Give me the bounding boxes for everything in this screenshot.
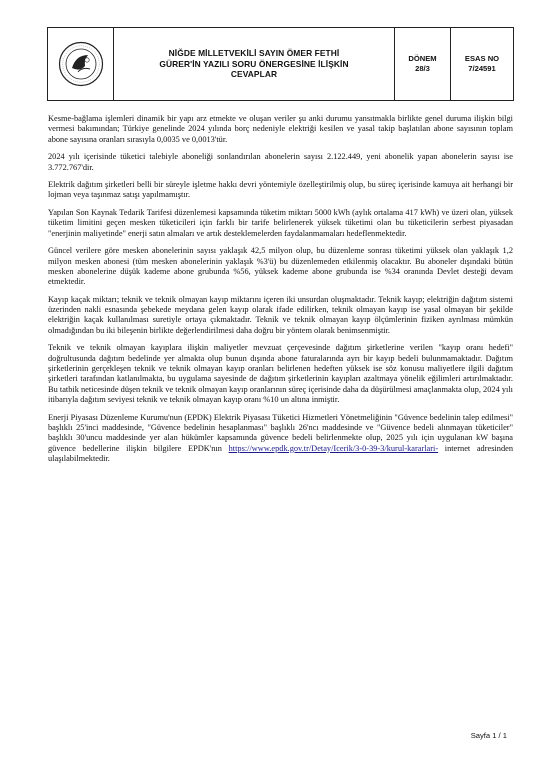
logo-cell	[48, 28, 114, 100]
paragraph-with-link	[48, 413, 513, 465]
document-header	[47, 27, 514, 101]
ministry-emblem-logo	[58, 41, 104, 87]
paragraph: Kayıp kaçak miktarı; teknik ve teknik olmayan kayıp miktarını içeren iki unsurdan oluşmaktadır. Teknik kayıp; elektriğin dağıtım sistemi üzerinden nakli esnasında şebekede meydana gelen kayıp olarak ifade edilirken, teknik olmayan kayıp ise yasal olmayan bir şekilde elektriğin kaçak kullanılması suretiyle ortaya çıkmaktadır. Teknik ve teknik olmayan kayıp ölçümlerinin fiziken ayrılması mümkün olmadığından bu iki bileşenin birlikte değerlendirilmesi daha doğru bir yöntem olarak benimsenmiştir.	[48, 294, 513, 335]
document-title	[159, 48, 348, 80]
paragraph: 2024 yılı içerisinde tüketici talebiyle aboneliği sonlandırılan abonelerin sayısı 2.122.449, yeni abonelik yapan abonelerin sayısı ise 3.772.767'dir.	[48, 152, 513, 172]
title-line: GÜRER'İN YAZILI SORU ÖNERGESİNE İLİŞKİN	[159, 58, 349, 69]
esas-label: ESAS NO	[464, 54, 500, 63]
donem-value: 28/3	[415, 64, 430, 73]
donem-cell	[395, 28, 451, 100]
esas-cell	[451, 28, 513, 100]
paragraph-text: Enerji Piyasası Düzenleme Kurumu'nun (EPDK) Elektrik Piyasası Tüketici Hizmetleri Yönetmeliğinin "Güvence bedelinin talep edilmesi" başlıklı 25'inci maddesinde, "Güvence bedelinin hesaplanması" başlıklı 26'ncı maddesinde ve "Güvence bedeli alınmayan tüketiciler" başlıklı 30'uncu maddesinde yer alan hükümler kapsamında güvence bedeli belirlenmekte olup, 2025 yılı için uygulanan kW başına güvence bedellerine ilişkin bilgilere EPDK'nın	[48, 412, 513, 453]
document-body	[48, 114, 513, 471]
donem-label: DÖNEM	[408, 54, 437, 63]
title-cell	[114, 28, 395, 100]
title-line: CEVAPLAR	[230, 69, 278, 80]
paragraph: Güncel verilere göre mesken abonelerinin sayısı yaklaşık 42,5 milyon olup, bu düzenleme sonrası tüketimi yüksek olan yaklaşık 1,2 milyon mesken abonesi (tüm mesken abonelerinin yaklaşık %3'ü) bu düzenlemeden etkilenmiş olacaktır. Bu aboneler dışındaki bütün mesken abonelerine düşük kademe abone grubunda %56, yüksek kademe abone grubunda ise %34 oranında Devlet desteği devam etmektedir.	[48, 246, 513, 287]
paragraph: Elektrik dağıtım şirketleri belli bir süreyle işletme hakkı devri yöntemiyle özelleştirilmiş olup, bu süreç içerisinde kamuya ait herhangi bir lojman veya taşınmaz satışı yapılmamıştır.	[48, 180, 513, 200]
paragraph: Kesme-bağlama işlemleri dinamik bir yapı arz etmekte ve oluşan veriler şu anki durumu yansıtmakla birlikte genel duruma ilişkin bilgi vermesi bakımından; Türkiye genelinde 2024 yılında borç nedeniyle elektriği kesilen ve yasal takip başlatılan abone sayısının toplam abone sayısına oranları sırasıyla 0,0035 ve 0,0013'tür.	[48, 114, 513, 144]
esas-value: 7/24591	[468, 64, 496, 73]
title-line: NİĞDE MİLLETVEKİLİ SAYIN ÖMER FETHİ	[168, 48, 340, 59]
paragraph-suffix: internet adresinden ulaşılabilmektedir.	[48, 443, 513, 463]
page-number: Sayfa 1 / 1	[470, 731, 507, 740]
epdk-link[interactable]: https://www.epdk.gov.tr/Detay/Icerik/3-0-39-3/kurul-kararlari-	[228, 443, 439, 453]
paragraph: Yapılan Son Kaynak Tedarik Tarifesi düzenlemesi kapsamında tüketim miktarı 5000 kWh (aylık ortalama 417 kWh) ve üzeri olan, yüksek tüketim limitini geçen mesken tüketicileri için farklı bir tarife belirlenerek yüksek tüketimi olan bu tüketicilerin serbest piyasadan "enerjinin maliyetinde" enerji satın almaları ve artık desteklemelerden faydalanmamaları hedeflenmektedir.	[48, 207, 513, 238]
paragraph: Teknik ve teknik olmayan kayıplara ilişkin maliyetler mevzuat çerçevesinde dağıtım şirketlerine verilen "kayıp oranı hedefi" doğrultusunda dağıtım bedelinde yer almakta olup bunun dışında abone faturalarında ayrı bir kayıp bedeli bulunmamaktadır. Dağıtım şirketlerinin gerçekleşen teknik ve teknik olmayan kayıp oranları belirlenen hedeften yüksek ise söz konusu maliyetlere ilgili dağıtım şirketleri tarafından katlanılmakta, bu uygulama sayesinde de dağıtım şirketlerinin kayıpları azaltmaya yönelik eğilimleri artırılmaktadır. Bu tatbik neticesinde düşen teknik ve teknik olmayan kayıp oranlarının süreç içerisinde daha da düşürülmesi amaçlanmakta olup, 2024 yılı itibarıyla dağıtım seviyesi teknik ve teknik olmayan kayıp oranı %10 un altına inmiştir.	[48, 343, 513, 405]
